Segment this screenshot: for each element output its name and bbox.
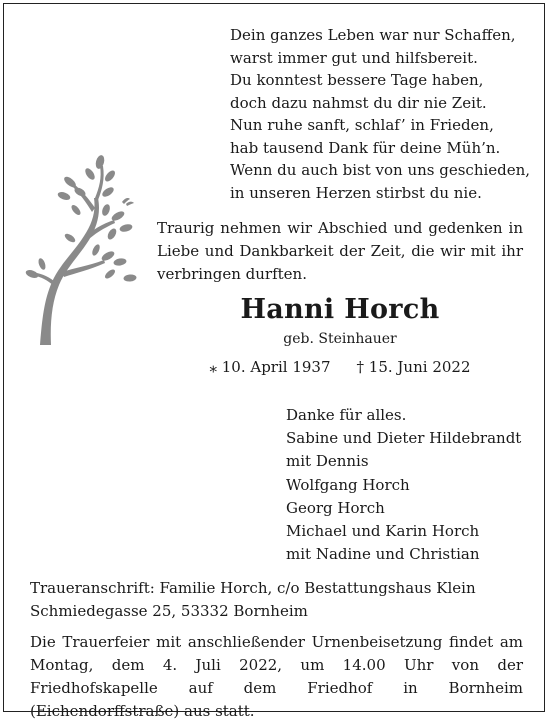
mourner-line: Danke für alles.	[286, 406, 407, 424]
mourner-line: Michael und Karin Horch	[286, 522, 480, 541]
poem-line: Nun ruhe sanft, schlaf’ in Frieden,	[230, 116, 494, 134]
mourner-line: mit Dennis	[286, 452, 369, 471]
poem-line: in unseren Herzen stirbst du nie.	[230, 183, 482, 202]
mourner-line: Sabine und Dieter Hildebrandt	[286, 429, 522, 448]
mourners-list	[286, 404, 526, 566]
address-line: Traueranschrift: Familie Horch, c/o Bestattungshaus Klein	[30, 579, 476, 597]
mourner-line: Georg Horch	[286, 498, 385, 517]
deceased-name: Hanni Horch	[240, 294, 440, 325]
poem-line: doch dazu nahmst du dir nie Zeit.	[230, 93, 487, 112]
address-line: Schmiedegasse 25, 53332 Bornheim	[30, 602, 308, 620]
poem	[230, 24, 530, 204]
maiden-name: geb. Steinhauer	[283, 331, 397, 347]
poem-line: Wenn du auch bist von uns geschieden,	[230, 161, 531, 179]
death-date: † 15. Juni 2022	[356, 358, 471, 376]
tree-branch-icon	[22, 150, 142, 345]
poem-line: Dein ganzes Leben war nur Schaffen,	[230, 26, 516, 44]
poem-line: hab tausend Dank für deine Müh’n.	[230, 138, 501, 157]
mourner-line: mit Nadine und Christian	[286, 545, 480, 564]
life-dates	[157, 358, 523, 376]
mourning-address	[30, 577, 525, 623]
poem-line: Du konntest bessere Tage haben,	[230, 71, 484, 89]
mourner-line: Wolfgang Horch	[286, 475, 410, 494]
funeral-notice: Die Trauerfeier mit anschließender Urnenbeisetzung findet am Montag, dem 4. Juli 2022, um 14.00 Uhr von der Friedhofskapelle auf dem Friedhof in Bornheim (Eichendorffstraße) aus statt.	[30, 633, 523, 720]
birth-date: ⁎ 10. April 1937	[209, 358, 331, 376]
intro-text: Traurig nehmen wir Abschied und gedenken in Liebe und Dankbarkeit der Zeit, die wir mit ihr verbringen durften.	[157, 219, 523, 283]
poem-line: warst immer gut und hilfsbereit.	[230, 48, 478, 67]
